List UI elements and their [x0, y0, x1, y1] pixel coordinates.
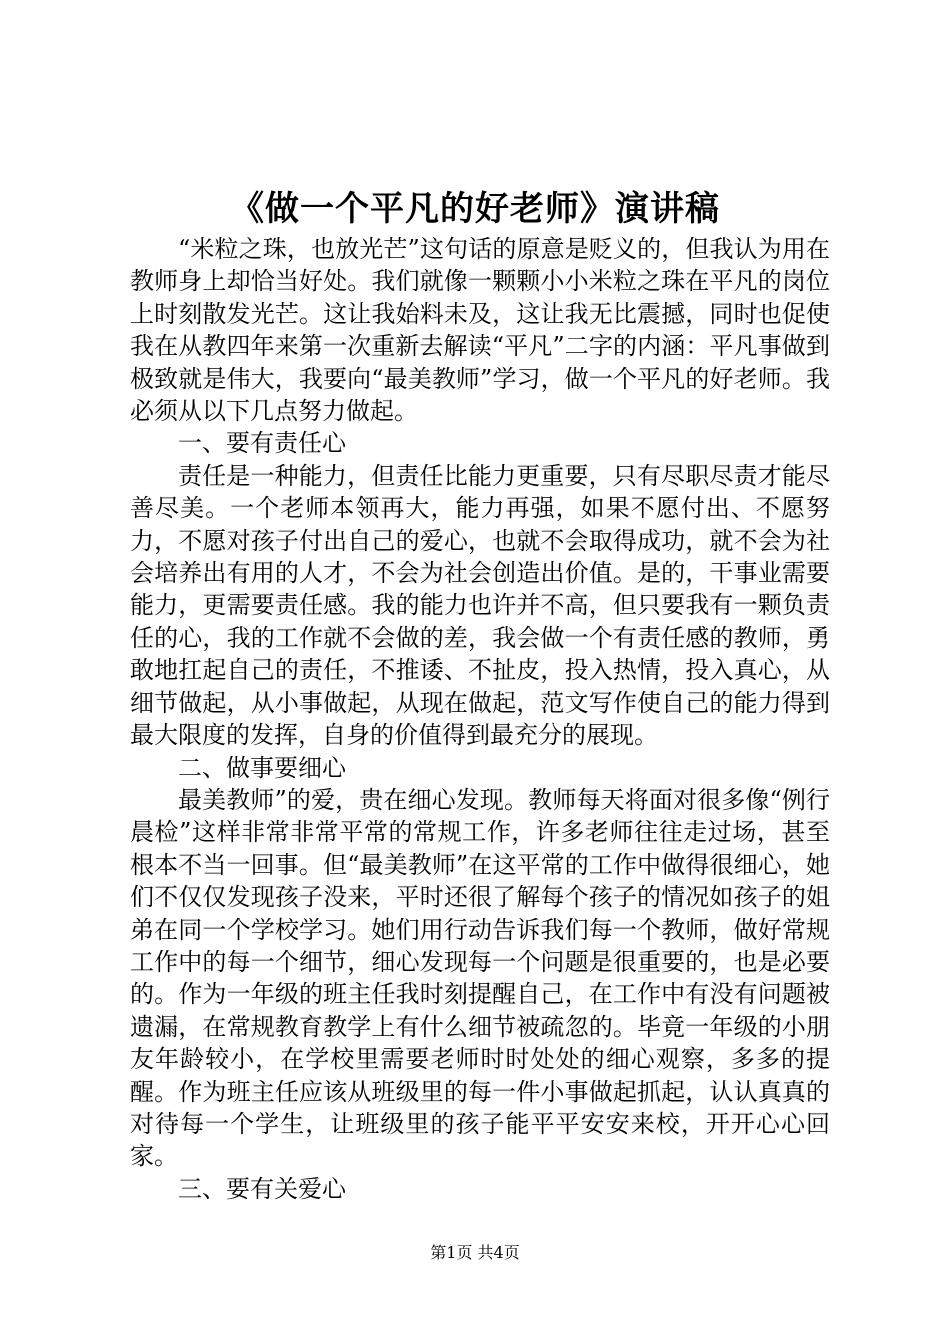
paragraph-intro: “米粒之珠，也放光芒”这句话的原意是贬义的，但我认为用在教师身上却恰当好处。我们就像一颗颗小小米粒之珠在平凡的岗位上时刻散发光芒。这让我始料未及，这让我无比震撼，同时也促使我在从教四年来第一次重新去解读“平凡”二字的内涵：平凡事做到极致就是伟大，我要向“最美教师”学习，做一个平凡的好老师。我必须从以下几点努力做起。 — [130, 235, 830, 426]
page-footer: 第1页 共4页 — [430, 1243, 520, 1262]
document-title: 《做一个平凡的好老师》演讲稿 — [230, 189, 720, 229]
section-heading-responsibility: 一、要有责任心 — [178, 429, 346, 458]
section-heading-caring: 三、要有关爱心 — [178, 1174, 346, 1203]
paragraph-responsibility: 责任是一种能力，但责任比能力更重要，只有尽职尽责才能尽善尽美。一个老师本领再大，能力再强，如果不愿付出、不愿努力，不愿对孩子付出自己的爱心，也就不会取得成功，就不会为社会培养出有用的人才，不会为社会创造出价值。是的，干事业需要能力，更需要责任感。我的能力也许并不高，但只要我有一颗负责任的心，我的工作就不会做的差，我会做一个有责任感的教师，勇敢地扛起自己的责任，不推诿、不扯皮，投入热情，投入真心，从细节做起，从小事做起，从现在做起，范文写作使自己的能力得到最大限度的发挥，自身的价值得到最充分的展现。 — [130, 461, 830, 750]
section-heading-carefulness: 二、做事要细心 — [178, 753, 346, 782]
document-body — [130, 233, 830, 1205]
paragraph-carefulness: 最美教师”的爱，贵在细心发现。教师每天将面对很多像“例行晨检”这样非常非常平常的常规工作，许多老师往往走过场，甚至根本不当一回事。但“最美教师”在这平常的工作中做得很细心，她们不仅仅发现孩子没来，平时还很了解每个孩子的情况如孩子的姐弟在同一个学校学习。她们用行动告诉我们每一个教师，做好常规工作中的每一个细节，细心发现每一个问题是很重要的，也是必要的。作为一年级的班主任我时刻提醒自己，在工作中有没有问题被遗漏，在常规教育教学上有什么细节被疏忽的。毕竟一年级的小朋友年龄较小，在学校里需要老师时时处处的细心观察，多多的提醒。作为班主任应该从班级里的每一件小事做起抓起，认认真真的对待每一个学生，让班级里的孩子能平平安安来校，开开心心回家。 — [130, 785, 830, 1171]
